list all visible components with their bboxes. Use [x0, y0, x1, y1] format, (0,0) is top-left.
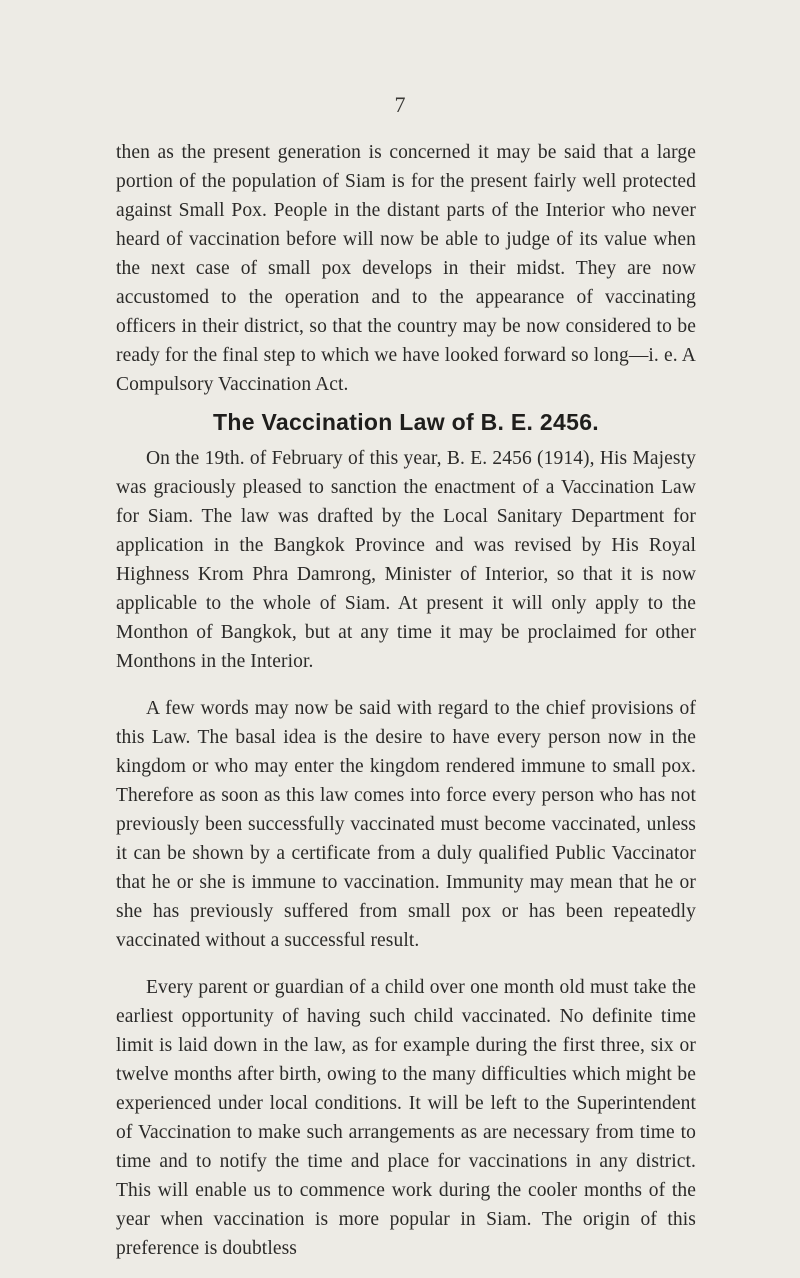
- paragraph-provisions: A few words may now be said with regard to the chief provisions of this Law. The basal idea is the desire to have every person now in the kingdom or who may enter the kingdom rendered immune to small pox. Therefore as soon as this law comes into force every person who has not previously been successfully vaccinated must become vaccinated, unless it can be shown by a certificate from a duly qualified Public Vaccinator that he or she is immune to vaccination. Immunity may mean that he or she has previously suffered from small pox or has been repeatedly vaccinated without a successful result.: [116, 698, 696, 951]
- paragraph-parents: Every parent or guardian of a child over one month old must take the earliest opportunity of having such child vaccinated. No definite time limit is laid down in the law, as for example during the first three, six or twelve months after birth, owing to the many difficulties which might be experienced under local conditions. It will be left to the Superintendent of Vaccination to make such arrangements as are necessary from time to time and to notify the time and place for vaccinations in any district. This will enable us to commence work during the cooler months of the year when vaccination is more popular in Siam. The origin of this preference is doubtless: [116, 977, 696, 1259]
- paragraph-continuation: then as the present generation is concerned it may be said that a large portion of the population of Siam is for the present fairly well protected against Small Pox. People in the distant parts of the Interior who never heard of vaccination before will now be able to judge of its value when the next case of small pox develops in their midst. They are now accustomed to the operation and to the appearance of vaccinating officers in their district, so that the country may be now considered to be ready for the final step to which we have looked forward so long—i. e. A Compulsory Vaccination Act.: [116, 142, 696, 395]
- paragraph-gap: [116, 676, 696, 694]
- section-heading: The Vaccination Law of B. E. 2456.: [213, 409, 599, 435]
- paragraph-gap: [116, 955, 696, 973]
- page-number: 7: [394, 92, 406, 117]
- paragraph-enactment: On the 19th. of February of this year, B. E. 2456 (1914), His Majesty was graciously pleased to sanction the enactment of a Vaccination Law for Siam. The law was drafted by the Local Sanitary Department for application in the Bangkok Province and was revised by His Royal Highness Krom Phra Damrong, Minister of Interior, so that it is now applicable to the whole of Siam. At present it will only apply to the Monthon of Bangkok, but at any time it may be proclaimed for other Monthons in the Interior.: [116, 448, 696, 672]
- body-text: [116, 138, 696, 1263]
